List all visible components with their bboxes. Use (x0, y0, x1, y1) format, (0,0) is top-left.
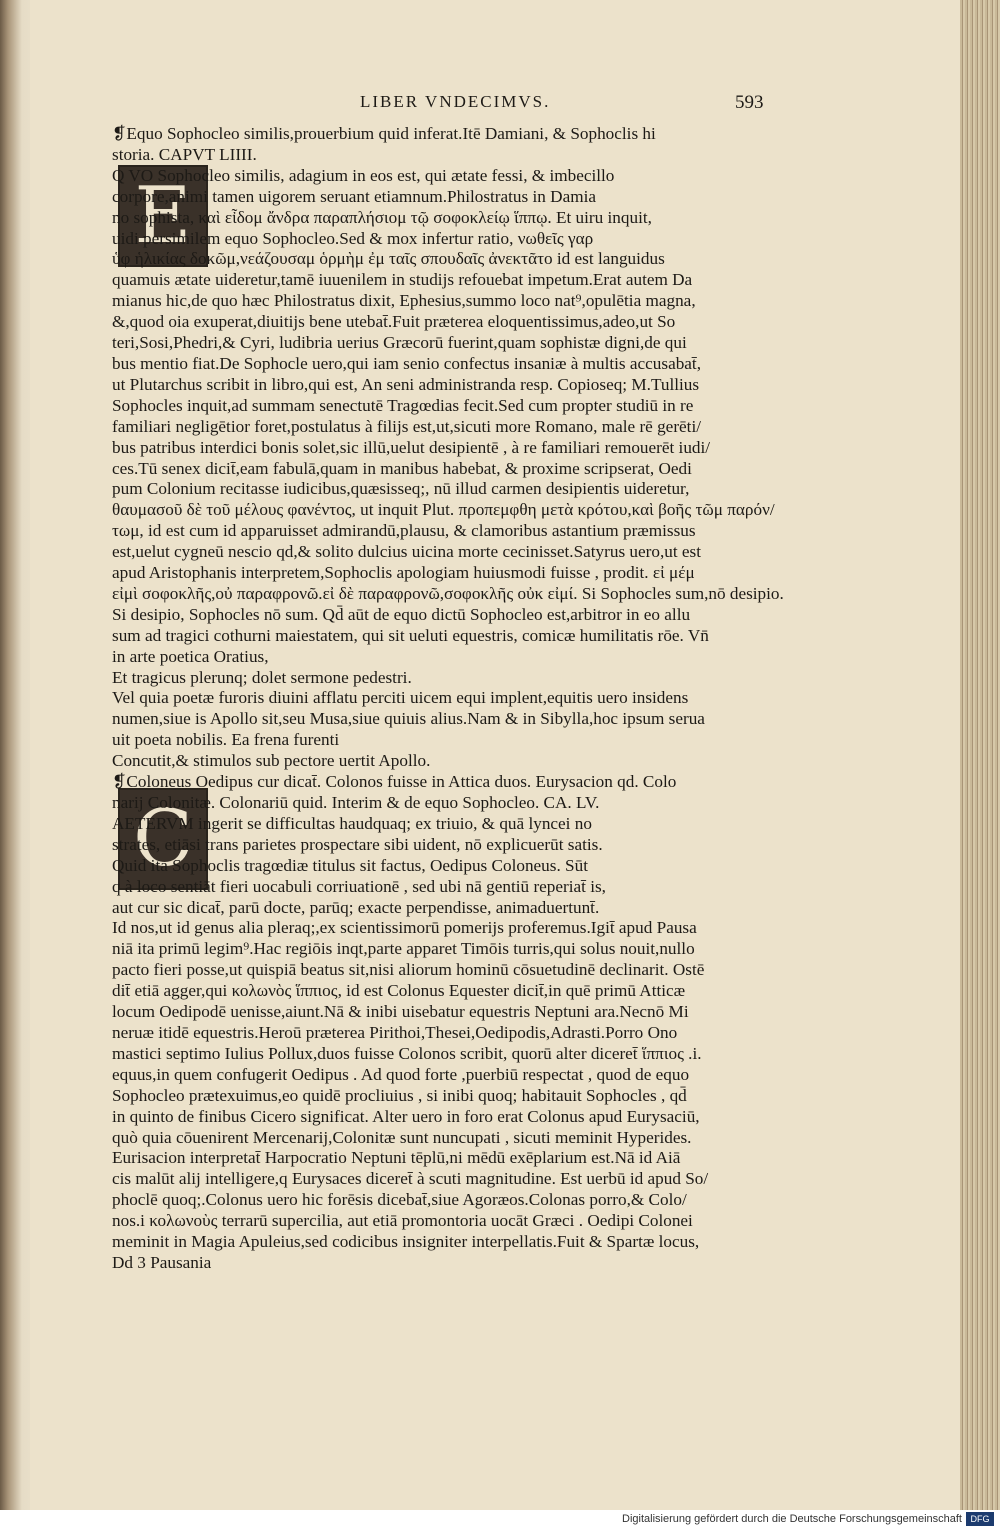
text-line: corpore,animi tamen uigorem seruant etiamnum.Philostratus in Damia (112, 186, 596, 206)
text-line: ❡Equo Sophocleo similis,prouerbium quid inferat.Itē Damiani, & Sophoclis hi (112, 124, 656, 143)
text-line: Si desipio, Sophocles nō sum. Qd̄ aūt de equo dictū Sophocleo est,arbitror in eo allu (112, 604, 691, 624)
text-line: strates, etiāsi trans parietes prospectare sibi uident, nō explicuerūt satis. (112, 834, 603, 854)
footer-credit: Digitalisierung gefördert durch die Deutsche Forschungsgemeinschaft (622, 1513, 962, 1525)
text-line: ❡Coloneus Oedipus cur dicat̄. Colonos fuisse in Attica duos. Eurysacion qd. Colo (112, 772, 677, 792)
text-line: Dd 3 Pausania (112, 1252, 212, 1272)
text-line: Q VO Sophocleo similis, adagium in eos est, qui ætate fessi, & imbecillo (112, 165, 615, 185)
text-line: τωμ, id est cum id apparuisset admirandū,plausu, & clamoribus astantium præmissus (112, 521, 696, 541)
page-edges (960, 0, 1000, 1510)
text-line: q à loco sentiāt fieri uocabuli corriuationē , sed ubi nā gentiū reperiat̄ is, (112, 876, 606, 896)
text-line: mianus hic,de quo hæc Philostratus dixit, Ephesius,summo loco nat⁹,opulētia magna, (112, 291, 696, 311)
text-line: θαυμασοῦ δὲ τοῦ μέλους φανέντος, ut inquit Plut. προπεμφθη μετὰ κρότου,καὶ βοῆς τῶμ παρόν/ (112, 500, 775, 520)
decorated-initial-e: E (118, 165, 208, 267)
text-line: equus,in quem confugerit Oedipus . Ad quod forte ,puerbiū respectat , quod de equo (112, 1064, 690, 1084)
text-line: cis malūt alij intelligere,q Eurysaces diceret̄ à scuti magnitudine. Est uerbū id apud So/ (112, 1169, 709, 1189)
text-line: ces.Tū senex dicit̄,eam fabulā,quam in manibus habebat, & proxime scripserat, Oedi (112, 458, 692, 478)
text-line: pum Colonium recitasse iudicibus,quæsisseq;, nū illud carmen desipientis uideretur, (112, 479, 690, 499)
text-line: Id nos,ut id genus alia pleraq;,ex scientissimorū pomerijs proferemus.Igit̄ apud Pausa (112, 918, 697, 938)
text-line: Sophocleo prætexuimus,eo quidē procliuius , si inibi quoq; habitauit Sophocles , qd̄ (112, 1085, 687, 1105)
text-line: Et tragicus plerunq; dolet sermone pedestri. (112, 667, 412, 687)
text-line: niā ita primū legim⁹.Hac regiōis inqt,parte apparet Timōis turris,qui solus nouit,nullo (112, 939, 695, 959)
text-line: Sophocles inquit,ad summam senectutē Tragœdias fecit.Sed cum propter studiū in re (112, 395, 694, 415)
text-line: uidi persimilem equo Sophocleo.Sed & mox infertur ratio, νωθεῖς γαρ (112, 228, 594, 248)
text-line: nos.i κολωνοὺς terrarū supercilia, aut etiā promontoria uocāt Græci . Oedipi Colonei (112, 1211, 693, 1231)
text-line: quò quia cōuenirent Mercenarij,Colonitæ sunt nuncupati , sicuti meminit Hyperides. (112, 1127, 692, 1147)
text-line: quamuis ætate uideretur,tamē iuuenilem in studijs refouebat impetum.Erat autem Da (112, 270, 693, 290)
text-line: AETERVM ingerit se difficultas haudquaq; ex triuio, & quā lyncei no (112, 813, 592, 833)
text-line: bus mentio fiat.De Sophocle uero,qui iam senio confectus insaniæ à multis accusabat̄, (112, 353, 702, 373)
text-line: εἰμὶ σοφοκλῆς,οὐ παραφρονῶ.εἰ δὲ παραφρονῶ,σοφοκλῆς οὐκ εἰμί. Si Sophocles sum,nō desipio. (112, 583, 784, 603)
text-line: neruæ itidē equestris.Heroū præterea Pirithoi,Thesei,Oedipodis,Adrasti.Porro Ono (112, 1022, 678, 1042)
page-number: 593 (735, 92, 764, 113)
text-line: in quinto de finibus Cicero significat. Alter uero in foro erat Colonus apud Eurysaciū, (112, 1106, 700, 1126)
text-line: sum ad tragici cothurni maiestatem, qui sit ueluti equestris, comicæ humilitatis rōe. Vn̄ (112, 625, 709, 645)
text-line: meminit in Magia Apuleius,sed codicibus insigniter interpellatis.Fuit & Spartæ locus, (112, 1232, 700, 1252)
body-text (112, 124, 802, 1274)
text-line: phoclē quoq;.Colonus uero hic forēsis dicebat̄,siue Agoræos.Colonas porro,& Colo/ (112, 1190, 687, 1210)
text-line: numen,siue is Apollo sit,seu Musa,siue quiuis alius.Nam & in Sibylla,hoc ipsum serua (112, 709, 705, 729)
text-line: storia. CAPVT LIIII. (112, 144, 257, 164)
text-line: est,uelut cygneū nescio qd,& solito dulcius uicina morte cecinisset.Satyrus uero,ut est (112, 542, 702, 562)
text-line: Quid ita Sophoclis tragœdiæ titulus sit factus, Oedipus Coloneus. Sūt (112, 855, 588, 875)
text-line: &,quod oia exuperat,diuitijs bene utebat̄.Fuit præterea eloquentissimus,adeo,ut So (112, 312, 676, 332)
text-line: bus patribus interdici bonis solet,sic illū,uelut desipientē , à re familiari remouerēt iudi/ (112, 437, 711, 457)
text-line: aut cur sic dicat̄, parū docte, parūq; exacte perpendisse, animaduertunt̄. (112, 897, 600, 917)
text-line: in arte poetica Oratius, (112, 646, 269, 666)
text-line: Vel quia poetæ furoris diuini afflatu perciti uicem equi implent,equitis uero insidens (112, 688, 689, 708)
dfg-logo: DFG (966, 1512, 994, 1526)
text-line: no sophista, καὶ εἶδομ ἄνδρα παραπλήσιομ τῷ σοφοκλείῳ ἵππῳ. Et uiru inquit, (112, 207, 652, 227)
digitization-footer (0, 1510, 1000, 1530)
text-line: apud Aristophanis interpretem,Sophoclis apologiam huiusmodi fuisse , prodit. εἰ μέμ (112, 563, 695, 583)
text-line: mastici septimo Iulius Pollux,duos fuisse Colonos scribit, quorū alter diceret̄ ἵππιος .i. (112, 1043, 702, 1063)
text-line: ὑφ ἡλικίας δοκῶμ,νεάζουσαμ ὁρμὴμ ἐμ ταῖς σπουδαῖς ἀνεκτᾶτο id est languidus (112, 249, 665, 269)
text-line: teri,Sosi,Phedri,& Cyri, ludibria uerius Græcorū fuerint,quam sophistæ digni,de qui (112, 333, 687, 353)
text-line: familiari negligētior foret,postulatus à filijs est,ut,sicuti more Romano, male rē gerēti/ (112, 416, 701, 436)
text-line: locum Oedipodē uenisse,aiunt.Nā & inibi uisebatur equestris Neptuni ara.Necnō Mi (112, 1002, 689, 1022)
running-header: LIBER VNDECIMVS. (360, 92, 551, 111)
text-line: narij Colonitæ. Colonariū quid. Interim & de equo Sophocleo. CA. LV. (112, 793, 600, 812)
text-line: pacto fieri posse,ut quispiā beatus sit,nisi aliorum hominū cōsuetudinē declinarit. Ostē (112, 960, 705, 980)
text-line: Concutit,& stimulos sub pectore uertit Apollo. (112, 751, 431, 771)
text-line: uit poeta nobilis. Ea frena furenti (112, 730, 340, 750)
text-line: ut Plutarchus scribit in libro,qui est, An seni administranda resp. Copioseq; M.Tullius (112, 374, 700, 394)
decorated-initial-c: C (118, 788, 208, 890)
text-line: dit̄ etiā agger,qui κολωνὸς ἵππιος, id est Colonus Equester dicit̄,in quē primū Atticæ (112, 981, 686, 1001)
text-line: Eurisacion interpretat̄ Harpocratio Neptuni tēplū,ni mēdū exēplarium est.Nā id Aiā (112, 1148, 681, 1168)
